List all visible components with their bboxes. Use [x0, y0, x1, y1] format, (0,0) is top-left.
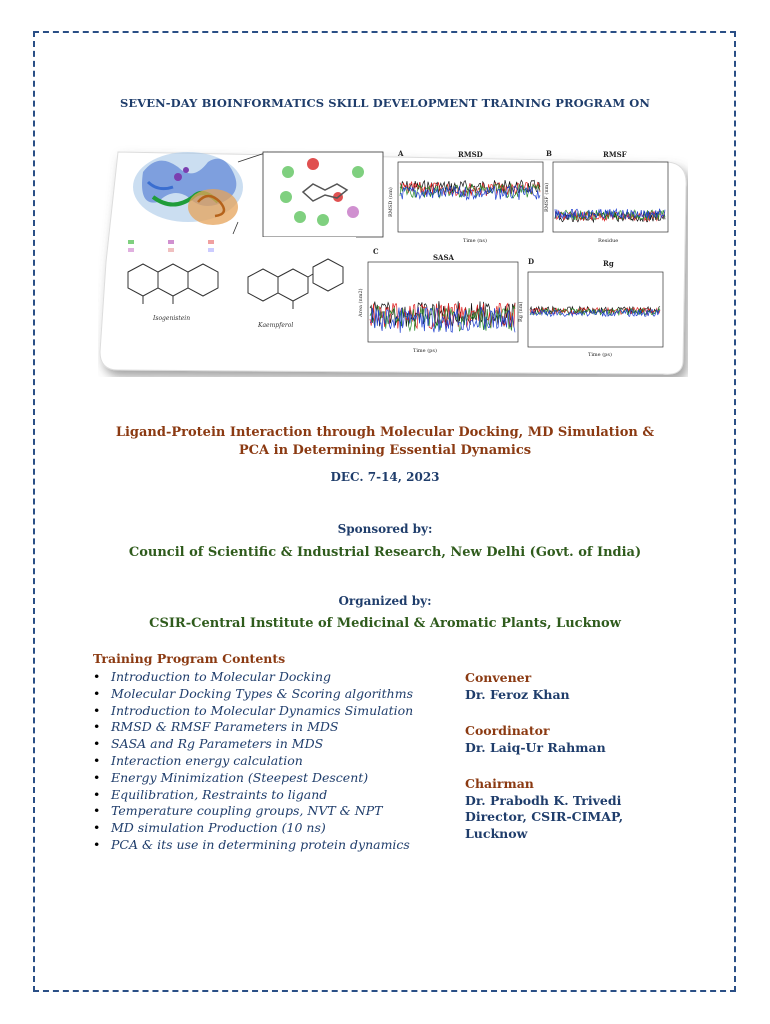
panel-d-ylabel: Rg (nm): [518, 301, 524, 322]
bullet-icon: •: [93, 702, 101, 718]
contents-item: [93, 770, 413, 787]
coordinator-name: Dr. Laiq-Ur Rahman: [465, 739, 606, 755]
headline-line-2: PCA in Determining Essential Dynamics: [238, 443, 532, 458]
bullet-icon: •: [93, 820, 101, 836]
contents-item: [93, 753, 413, 770]
convener-block: [465, 670, 570, 703]
organizer-name: CSIR-Central Institute of Medicinal & Aromatic Plants, Lucknow: [149, 616, 621, 631]
chairman-city: Lucknow: [465, 825, 528, 841]
panel-c-ylabel: Area (nm2): [358, 288, 364, 317]
contents-item-text: MD simulation Production (10 ns): [111, 820, 326, 836]
contents-item: [93, 837, 413, 854]
panel-b-title: RMSF: [603, 150, 627, 159]
contents-item-text: Introduction to Molecular Docking: [111, 669, 332, 684]
chairman-name: Dr. Prabodh K. Trivedi: [465, 792, 622, 808]
panel-b-letter: B: [546, 149, 552, 158]
contents-item: [93, 736, 413, 753]
headline-line-1: Ligand-Protein Interaction through Molecular Docking, MD Simulation &: [115, 425, 655, 440]
molecule-1-label: Isogenistein: [153, 315, 191, 322]
contents-item: [93, 703, 413, 720]
contents-item-text: Energy Minimization (Steepest Descent): [111, 769, 369, 785]
contents-heading: Training Program Contents: [93, 651, 286, 666]
panel-d-letter: D: [528, 257, 535, 266]
workshop-headline: [60, 424, 710, 460]
bullet-icon: •: [93, 736, 101, 752]
bullet-icon: •: [93, 669, 101, 684]
contents-item-text: RMSD & RMSF Parameters in MDS: [111, 719, 339, 735]
sponsored-label: Sponsored by:: [337, 522, 433, 536]
contents-item-text: Molecular Docking Types & Scoring algorithms: [111, 685, 413, 701]
chairman-block: [465, 776, 623, 842]
interaction-legend: [126, 237, 356, 257]
chairman-title: Director, CSIR-CIMAP,: [465, 809, 624, 824]
panel-c-title: SASA: [433, 253, 454, 262]
panel-a-ylabel: RMSD (nm): [388, 187, 394, 217]
contents-item: [93, 803, 413, 820]
convener-role: Convener: [465, 670, 532, 685]
contents-item-text: Temperature coupling groups, NVT & NPT: [111, 803, 383, 819]
molecule-2-label: Kaempferol: [258, 322, 294, 329]
bullet-icon: •: [93, 836, 101, 852]
bullet-icon: •: [93, 685, 101, 701]
coordinator-block: [465, 723, 606, 756]
contents-item: [93, 719, 413, 736]
panel-a-xlabel: Time (ns): [463, 238, 487, 244]
contents-item-text: Introduction to Molecular Dynamics Simulation: [111, 702, 414, 718]
bullet-icon: •: [93, 719, 101, 735]
bullet-icon: •: [93, 769, 101, 785]
contents-item-text: SASA and Rg Parameters in MDS: [111, 736, 324, 752]
panel-d-xlabel: Time (ps): [588, 352, 612, 358]
program-title: SEVEN-DAY BIOINFORMATICS SKILL DEVELOPMENT TRAINING PROGRAM ON: [120, 96, 650, 110]
chairman-role: Chairman: [465, 776, 534, 791]
bullet-icon: •: [93, 803, 101, 819]
organized-label: Organized by:: [338, 594, 432, 608]
panel-c-xlabel: Time (ps): [413, 348, 437, 354]
contents-item-text: PCA & its use in determining protein dynamics: [111, 836, 410, 852]
bullet-icon: •: [93, 752, 101, 768]
panel-b-xlabel: Residue: [598, 238, 619, 244]
panel-a-letter: A: [398, 149, 404, 158]
contents-item-text: Interaction energy calculation: [111, 752, 303, 768]
panel-c-letter: C: [373, 247, 379, 256]
bullet-icon: •: [93, 786, 101, 802]
contents-item: [93, 669, 413, 686]
contents-list: [93, 669, 413, 854]
contents-item: [93, 787, 413, 804]
sponsor-name: Council of Scientific & Industrial Research, New Delhi (Govt. of India): [128, 545, 642, 560]
contents-item: [93, 686, 413, 703]
coordinator-role: Coordinator: [465, 723, 550, 738]
convener-name: Dr. Feroz Khan: [465, 686, 570, 702]
contents-item-text: Equilibration, Restraints to ligand: [111, 786, 328, 802]
banner-image: [98, 142, 688, 377]
panel-b-ylabel: RMSF (nm): [544, 182, 550, 212]
program-dates: DEC. 7-14, 2023: [330, 470, 440, 484]
contents-item: [93, 820, 413, 837]
panel-d-title: Rg: [603, 259, 614, 268]
panel-a-title: RMSD: [458, 150, 483, 159]
